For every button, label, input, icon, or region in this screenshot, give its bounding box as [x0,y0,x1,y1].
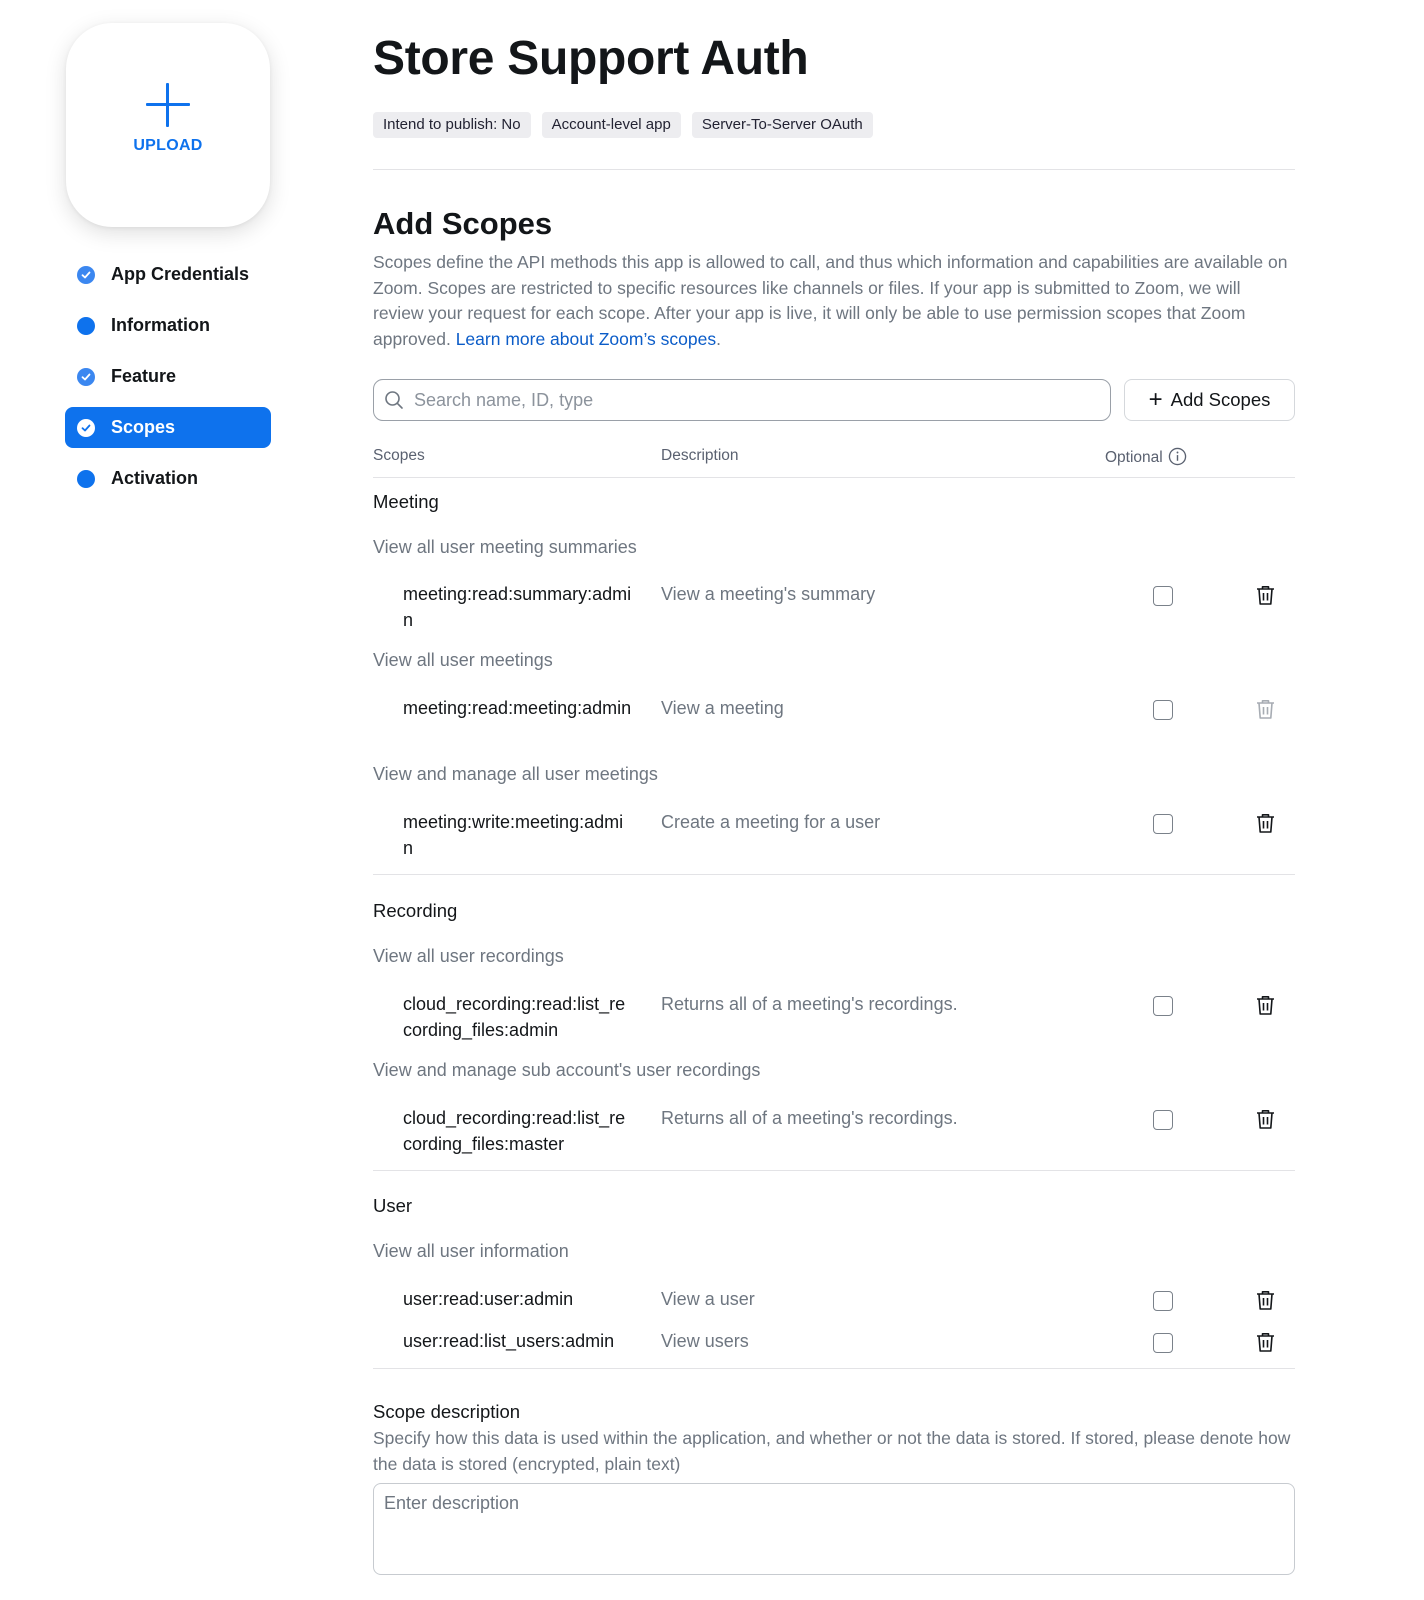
subgroup-title: View and manage all user meetings [373,764,658,784]
scope-id: user:read:user:admin [403,1289,574,1309]
group-title-recording: Recording [373,900,458,921]
upload-button[interactable] [66,23,270,227]
trash-icon[interactable] [1255,584,1276,606]
sidebar-item-label: Activation [111,468,199,488]
plus-icon [146,83,190,127]
sidebar-item-label: Feature [111,366,177,386]
column-header-scopes: Scopes [373,447,425,464]
scope-description: Returns all of a meeting's recordings. [661,1108,958,1128]
sidebar-nav [65,254,271,509]
scope-description: View a meeting [661,698,784,718]
trash-icon[interactable] [1255,698,1276,720]
subgroup-title: View all user recordings [373,946,564,966]
scope-id: cloud_recording:read:list_recording_files:admin [403,994,626,1040]
divider [373,169,1295,170]
upload-label: UPLOAD [133,137,203,154]
status-dot-icon [77,470,95,488]
scope-description: View users [661,1331,749,1351]
divider [373,874,1295,875]
scope-description: View a meeting's summary [661,584,876,604]
scope-description: Returns all of a meeting's recordings. [661,994,958,1014]
app-tags [373,112,873,138]
section-description [373,250,1295,352]
sidebar-item-label: App Credentials [111,264,250,284]
optional-checkbox[interactable] [1153,814,1173,834]
divider [373,1170,1295,1171]
sidebar-item-scopes[interactable] [65,407,271,448]
optional-checkbox[interactable] [1153,586,1173,606]
search-input[interactable] [414,390,1094,411]
scope-id: user:read:list_users:admin [403,1331,615,1351]
tag-app-level: Account-level app [542,112,681,138]
info-icon[interactable] [1168,447,1187,466]
group-title-meeting: Meeting [373,491,439,512]
subgroup-title: View all user meetings [373,650,553,670]
trash-icon[interactable] [1255,1108,1276,1130]
check-circle-icon [77,368,95,386]
search-box [373,379,1111,421]
sidebar-item-label: Scopes [111,417,176,437]
scope-id: meeting:read:summary:admin [403,584,632,630]
group-title-user: User [373,1195,413,1216]
optional-checkbox[interactable] [1153,1333,1173,1353]
check-circle-icon [77,419,95,437]
divider [373,1368,1295,1369]
page-title: Store Support Auth [373,32,809,85]
optional-checkbox[interactable] [1153,700,1173,720]
trash-icon[interactable] [1255,812,1276,834]
section-description-text: Scopes define the API methods this app is allowed to call, and thus which information and capabilities are available on Zoom. Scopes are restricted to specific resources like channels or files. If your app is submitted to Zoom, we will review your request for each scope. After your app is live, it will only be able to use permission scopes that Zoom approved. [373,252,1288,349]
section-title: Add Scopes [373,206,553,241]
optional-checkbox[interactable] [1153,1291,1173,1311]
scope-description-input[interactable] [373,1483,1295,1575]
learn-more-link[interactable]: Learn more about Zoom’s scopes [455,328,717,349]
scope-id: meeting:read:meeting:admin [403,698,632,718]
scope-id: cloud_recording:read:list_recording_files:master [403,1108,626,1154]
check-circle-icon [77,266,95,284]
column-header-optional [1105,447,1187,467]
add-scopes-button[interactable] [1124,379,1295,421]
scope-description-help: Specify how this data is used within the application, and whether or not the data is stored. If stored, please denote how the data is stored (encrypted, plain text) [373,1428,1291,1474]
sidebar-item-activation[interactable] [65,458,271,499]
sidebar-item-label: Information [111,315,210,335]
scope-description-title: Scope description [373,1401,521,1422]
section-description-end: . [716,328,721,349]
divider [373,477,1295,478]
tag-auth-type: Server-To-Server OAuth [692,112,873,138]
column-header-description: Description [661,447,739,464]
sidebar-item-app-credentials[interactable] [65,254,271,295]
tag-publish: Intend to publish: No [373,112,531,138]
subgroup-title: View all user meeting summaries [373,537,637,557]
trash-icon[interactable] [1255,1331,1276,1353]
trash-icon[interactable] [1255,994,1276,1016]
trash-icon[interactable] [1255,1289,1276,1311]
sidebar-item-feature[interactable] [65,356,271,397]
scope-id: meeting:write:meeting:admin [403,812,624,858]
status-dot-icon [77,317,95,335]
plus-icon: + [1148,386,1163,413]
scope-description: Create a meeting for a user [661,812,881,832]
subgroup-title: View all user information [373,1241,569,1261]
optional-checkbox[interactable] [1153,1110,1173,1130]
subgroup-title: View and manage sub account's user recordings [373,1060,761,1080]
scope-description: View a user [661,1289,755,1309]
optional-checkbox[interactable] [1153,996,1173,1016]
add-scopes-label: Add Scopes [1170,389,1271,410]
search-icon [384,390,404,410]
sidebar-item-information[interactable] [65,305,271,346]
column-header-optional-label: Optional [1105,449,1163,466]
